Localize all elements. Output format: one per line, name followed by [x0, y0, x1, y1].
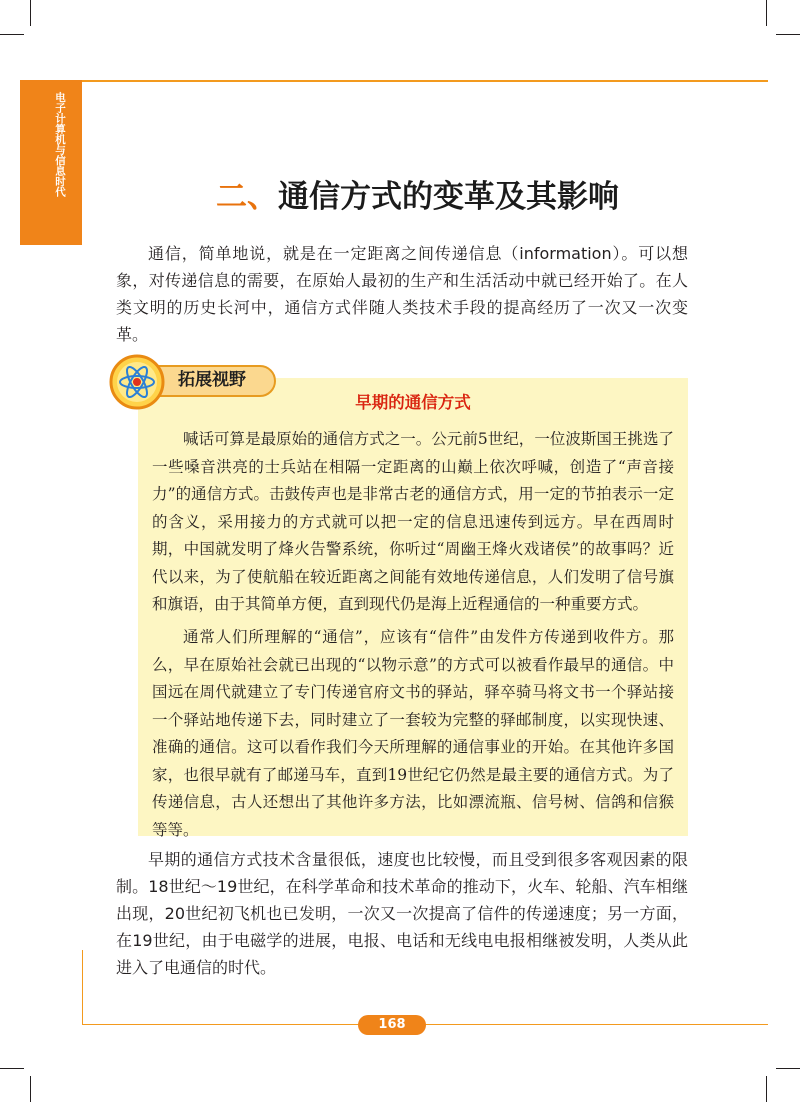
intro-paragraph: 通信，简单地说，就是在一定距离之间传递信息（information）。可以想象，对传递信息的需要，在原始人最初的生产和生活活动中就已经开始了。在人类文明的历史长河中，通信方式伴随人类技术手段的提高经历了一次又一次变革。 — [116, 244, 688, 344]
crop-mark — [766, 0, 767, 26]
sidebar-paragraph: 喊话可算是最原始的通信方式之一。公元前5世纪，一位波斯国王挑选了一些嗓音洪亮的士兵站在相隔一定距离的山巅上依次呼喊，创造了“声音接力”的通信方式。击鼓传声也是非常古老的通信方式，用一定的节拍表示一定的含义，采用接力的方式就可以把一定的信息迅速传到远方。早在西周时期，中国就发明了烽火告警系统，你听过“周幽王烽火戏诸侯”的故事吗？近代以来，为了使航船在较近距离之间能有效地传递信息，人们发明了信号旗和旗语，由于其简单方便，直到现代仍是海上近程通信的一种重要方式。 — [152, 430, 674, 613]
section-number: 二、 — [216, 179, 278, 215]
section-title — [216, 178, 636, 216]
crop-mark — [766, 1076, 767, 1102]
crop-mark — [776, 1068, 800, 1069]
sidebar-paragraph: 通常人们所理解的“通信”，应该有“信件”由发件方传递到收件方。那么，早在原始社会就已出现的“以物示意”的方式可以被看作最早的通信。中国远在周代就建立了专门传递官府文书的驿站，驿卒骑马将文书一个驿站接一个驿站地传递下去，同时建立了一套较为完整的驿邮制度，以实现快速、准确的通信。这可以看作我们今天所理解的通信事业的开始。在其他许多国家，也很早就有了邮递马车，直到19世纪它仍然是最主要的通信方式。为了传递信息，古人还想出了其他许多方法，比如漂流瓶、信号树、信鸽和信猴等等。 — [152, 628, 674, 839]
page-number: 168 — [358, 1015, 426, 1035]
footer-rule-vertical — [82, 950, 83, 1025]
crop-mark — [0, 1068, 24, 1069]
crop-mark — [30, 0, 31, 26]
sidebar-box-title: 早期的通信方式 — [355, 393, 471, 412]
closing-paragraph: 早期的通信方式技术含量很低，速度也比较慢，而且受到很多客观因素的限制。18世纪～19世纪，在科学革命和技术革命的推动下，火车、轮船、汽车相继出现，20世纪初飞机也已发明，一次又一次提高了信件的传递速度；另一方面，在19世纪，由于电磁学的进展，电报、电话和无线电电报相继被发明，人类从此进入了电通信的时代。 — [116, 850, 688, 977]
chapter-tab-label: 电子计算机与信息时代 — [54, 92, 66, 197]
badge-label: 拓展视野 — [178, 370, 246, 390]
header-rule — [20, 80, 768, 82]
crop-mark — [0, 34, 24, 35]
section-title-text: 通信方式的变革及其影响 — [278, 179, 619, 215]
crop-mark — [776, 34, 800, 35]
crop-mark — [30, 1076, 31, 1102]
